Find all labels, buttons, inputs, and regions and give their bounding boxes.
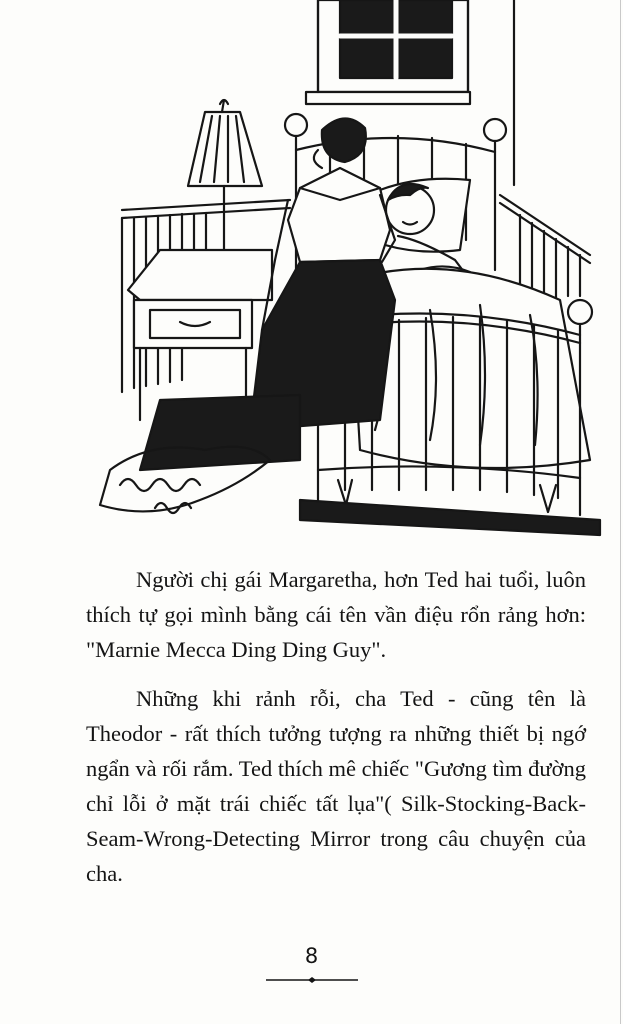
page-edge: [620, 0, 621, 1024]
story-text: [86, 562, 586, 905]
page-footer: [0, 940, 623, 1000]
lamp-icon: [188, 100, 262, 272]
paragraph-2: Những khi rảnh rỗi, cha Ted - cũng tên là Theodor - rất thích tưởng tượng ra những thiết bị ngớ ngẩn và rối rắm. Ted thích mê chiếc "Gương tìm đường chỉ lỗi ở mặt trái chiếc tất lụa"( Silk-Stocking-Back-Seam-Wrong-Detecting Mirror trong câu chuyện của cha.: [86, 686, 586, 886]
boy-in-bed-icon: [380, 179, 470, 280]
page-number: 8: [304, 944, 319, 968]
nightstand-icon: [128, 250, 272, 420]
paragraph-1: Người chị gái Margaretha, hơn Ted hai tuổi, luôn thích tự gọi mình bằng cái tên vần điệu rổn rảng hơn: "Marnie Mecca Ding Ding Guy".: [86, 567, 586, 662]
ornament-divider-icon: [266, 976, 358, 984]
